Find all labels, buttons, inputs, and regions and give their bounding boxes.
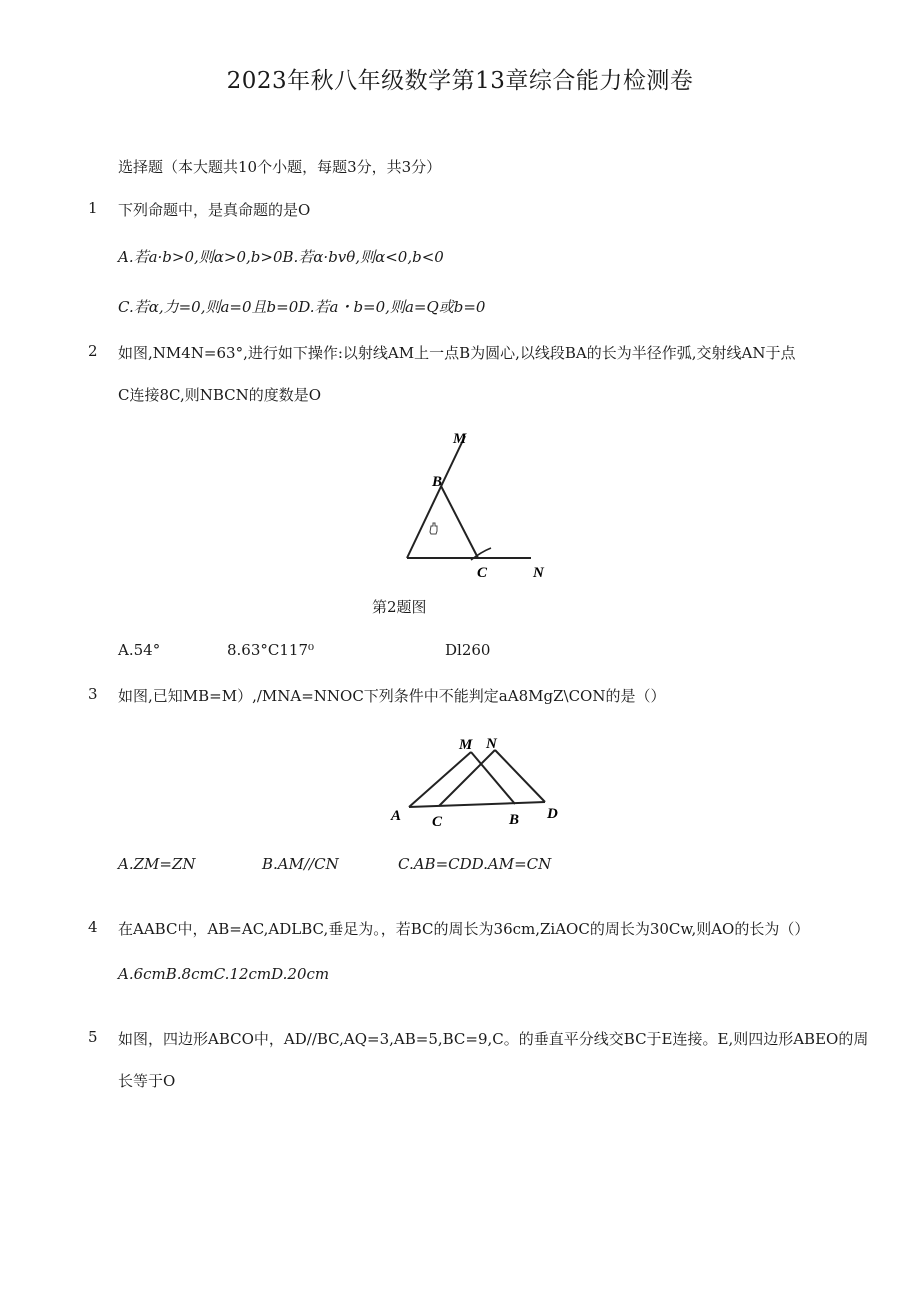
segment-cn: [439, 750, 495, 806]
label-a: A: [391, 808, 402, 824]
question-4-options: A.6cmB.8cmC.12cmD.20cm: [118, 965, 330, 983]
label-d: D: [547, 806, 558, 822]
label-c: C: [432, 814, 443, 830]
label-m: M: [459, 737, 473, 753]
segment-am: [409, 752, 471, 807]
label-b: B: [509, 812, 520, 828]
question-4-stem: 在AABC中，AB=AC,ADLBC,垂足为。，若BC的周长为36cm,ZiAOC的周长为30Cw,则AO的长为（）: [118, 920, 810, 938]
question-5-number: 5: [88, 1028, 98, 1046]
question-2-option-bc: 8.63°C117⁰: [227, 641, 315, 659]
question-2-stem-line1: 如图,NM4N=63°,进行如下操作:以射线AM上一点B为圆心,以线段BA的长为半径作弧,交射线AN于点: [118, 344, 796, 362]
section-heading: 选择题（本大题共10个小题，每题3分，共3分）: [118, 158, 442, 176]
hand-cursor-icon: [430, 523, 437, 534]
question-2-option-d: Dl260: [445, 641, 491, 659]
question-2-figure: [395, 428, 565, 588]
ray-am: [407, 436, 465, 558]
label-m: M: [453, 431, 467, 447]
document-title: 2023年秋八年级数学第13章综合能力检测卷: [226, 68, 694, 94]
question-4-number: 4: [88, 918, 98, 936]
question-3-figure: [385, 732, 570, 832]
label-b: B: [432, 474, 443, 490]
segment-nd: [495, 750, 545, 802]
question-1-stem: 下列命题中，是真命题的是O: [118, 201, 311, 219]
segment-mb: [471, 752, 515, 804]
segment-bc: [441, 486, 478, 558]
question-1-number: 1: [88, 199, 98, 217]
question-2-stem-line2: C连接8C,则NBCN的度数是O: [118, 386, 322, 404]
question-3-stem: 如图,已知MB=M）,/MNA=NNOC下列条件中不能判定aA8MgZ\CON的是（）: [118, 687, 666, 705]
question-1-options-cd: C.若α,力=0,则a=0且b=0D.若a・b=0,则a=Q或b=0: [118, 298, 486, 316]
label-n: N: [486, 736, 497, 752]
question-3-option-cd: C.AB=CDD.AM=CN: [398, 855, 552, 873]
question-3-option-b: B.AM//CN: [262, 855, 339, 873]
question-2-option-a: A.54°: [118, 641, 161, 659]
question-3-option-a: A.ZM=ZN: [118, 855, 196, 873]
question-3-number: 3: [88, 685, 98, 703]
question-2-caption: 第2题图: [372, 598, 427, 616]
question-2-number: 2: [88, 342, 98, 360]
question-5-stem-line1: 如图，四边形ABCO中，AD//BC,AQ=3,AB=5,BC=9,C。的垂直平分线交BC于E连接。E,则四边形ABEO的周: [118, 1030, 869, 1048]
question-5-stem-line2: 长等于O: [118, 1072, 176, 1090]
line-ad: [409, 802, 545, 807]
label-n: N: [533, 565, 544, 581]
label-c: C: [477, 565, 488, 581]
question-1-options-ab: A.若a·b>0,则α>0,b>0B.若α·bvθ,则α<0,b<0: [118, 248, 444, 266]
